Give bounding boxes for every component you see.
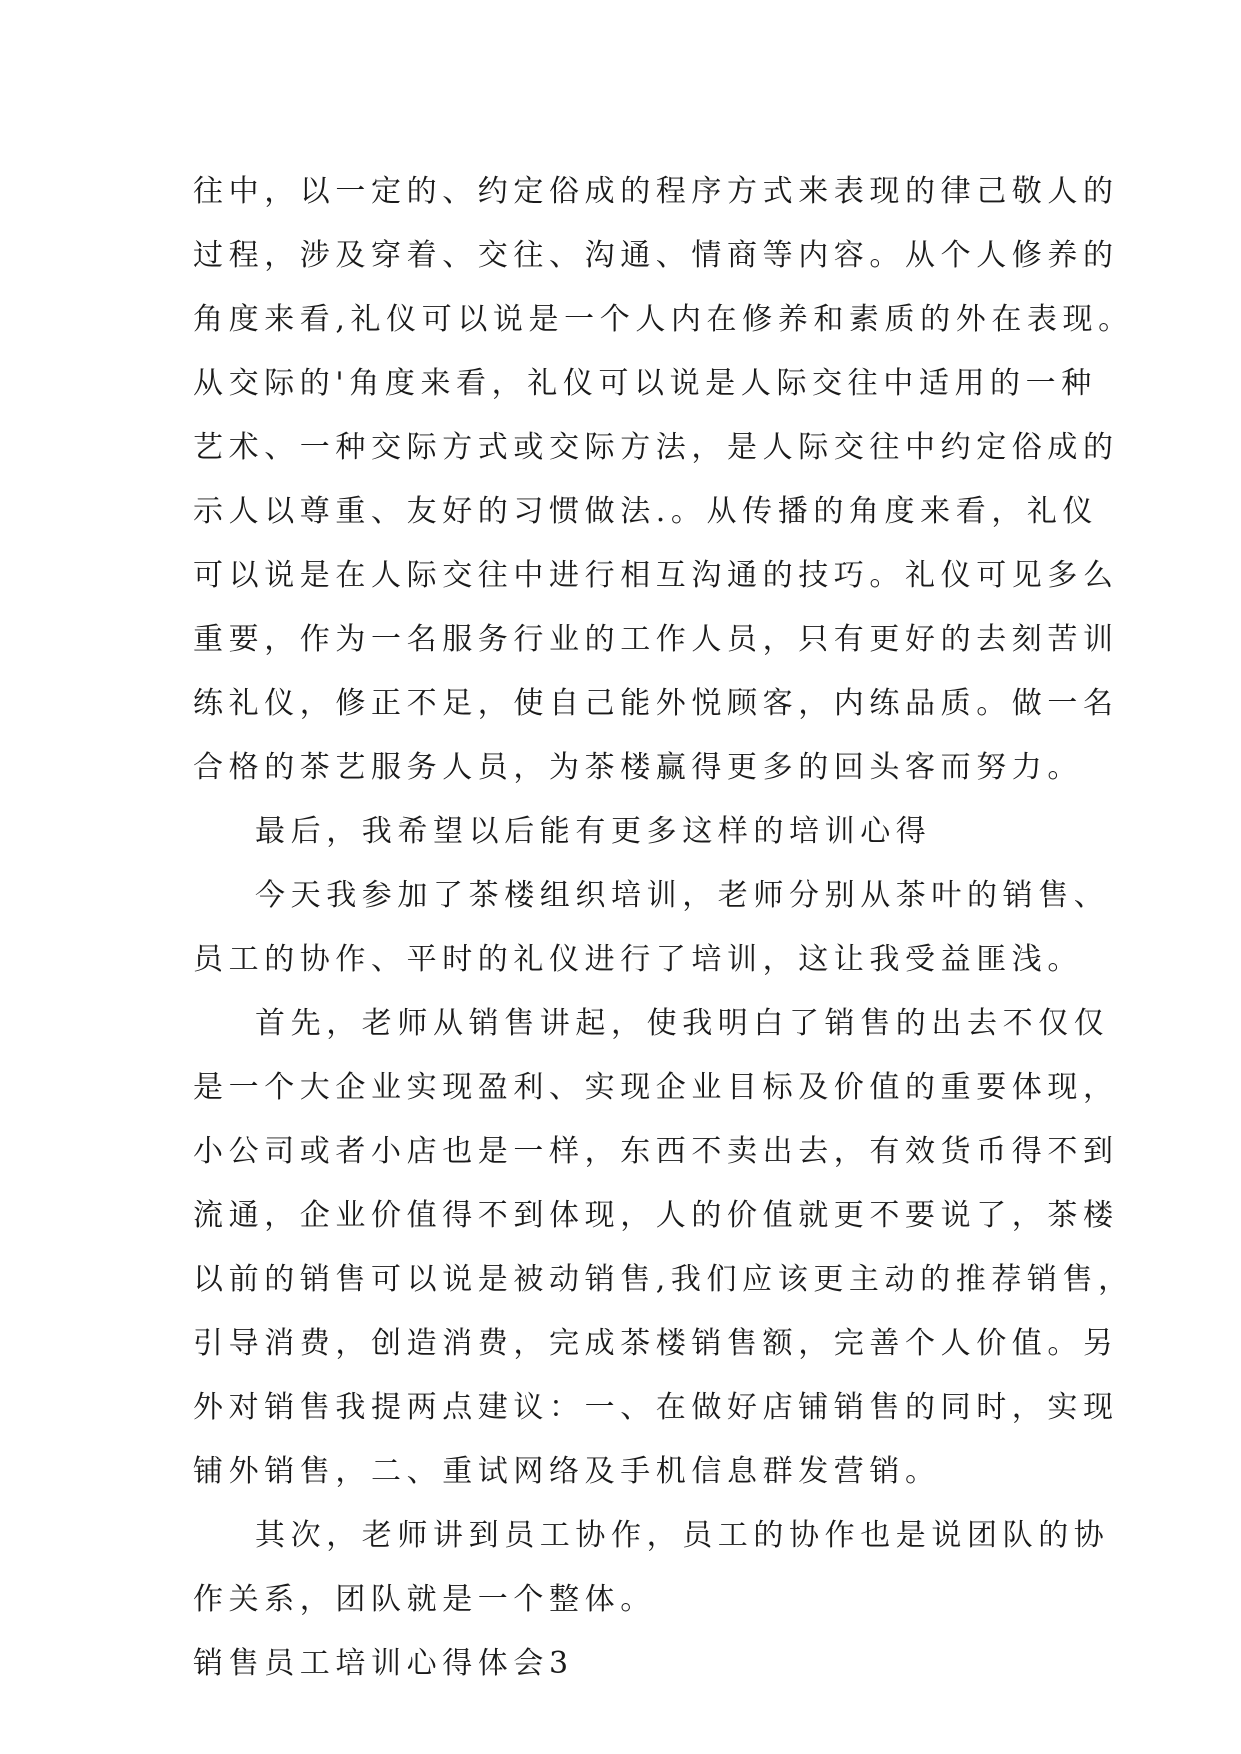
paragraph-start-line: 最后，我希望以后能有更多这样的培训心得 [255, 814, 932, 849]
section-heading: 销售员工培训心得体会3 [193, 1646, 574, 1681]
text-line: 示人以尊重、友好的习惯做法.。从传播的角度来看，礼仪 [193, 494, 1099, 529]
text-line: 铺外销售，二、重试网络及手机信息群发营销。 [193, 1454, 941, 1489]
text-line: 可以说是在人际交往中进行相互沟通的技巧。礼仪可见多么 [193, 558, 1119, 593]
text-line: 流通，企业价值得不到体现，人的价值就更不要说了，茶楼 [193, 1198, 1119, 1233]
text-line: 外对销售我提两点建议：一、在做好店铺销售的同时，实现 [193, 1390, 1119, 1425]
paragraph-start-line: 其次，老师讲到员工协作，员工的协作也是说团队的协 [255, 1518, 1110, 1553]
text-line: 艺术、一种交际方式或交际方法，是人际交往中约定俗成的 [193, 430, 1119, 465]
text-line: 以前的销售可以说是被动销售,我们应该更主动的推荐销售， [193, 1262, 1134, 1297]
text-line: 小公司或者小店也是一样，东西不卖出去，有效货币得不到 [193, 1134, 1119, 1169]
text-line: 角度来看,礼仪可以说是一个人内在修养和素质的外在表现。 [193, 302, 1134, 337]
text-line: 从交际的'角度来看，礼仪可以说是人际交往中适用的一种 [193, 366, 1097, 401]
text-line: 作关系，团队就是一个整体。 [193, 1582, 656, 1617]
text-line: 过程，涉及穿着、交往、沟通、情商等内容。从个人修养的 [193, 238, 1119, 273]
text-line: 引导消费，创造消费，完成茶楼销售额，完善个人价值。另 [193, 1326, 1119, 1361]
paragraph-start-line: 首先，老师从销售讲起，使我明白了销售的出去不仅仅 [255, 1006, 1110, 1041]
text-line: 是一个大企业实现盈利、实现企业目标及价值的重要体现， [193, 1070, 1119, 1105]
text-line: 练礼仪，修正不足，使自己能外悦顾客，内练品质。做一名 [193, 686, 1119, 721]
text-line: 往中，以一定的、约定俗成的程序方式来表现的律己敬人的 [193, 174, 1119, 209]
text-line: 员工的协作、平时的礼仪进行了培训，这让我受益匪浅。 [193, 942, 1083, 977]
text-line: 重要，作为一名服务行业的工作人员，只有更好的去刻苦训 [193, 622, 1119, 657]
body-text [193, 160, 1134, 1696]
text-line: 合格的茶艺服务人员，为茶楼赢得更多的回头客而努力。 [193, 750, 1083, 785]
paragraph-start-line: 今天我参加了茶楼组织培训，老师分别从茶叶的销售、 [255, 878, 1110, 913]
